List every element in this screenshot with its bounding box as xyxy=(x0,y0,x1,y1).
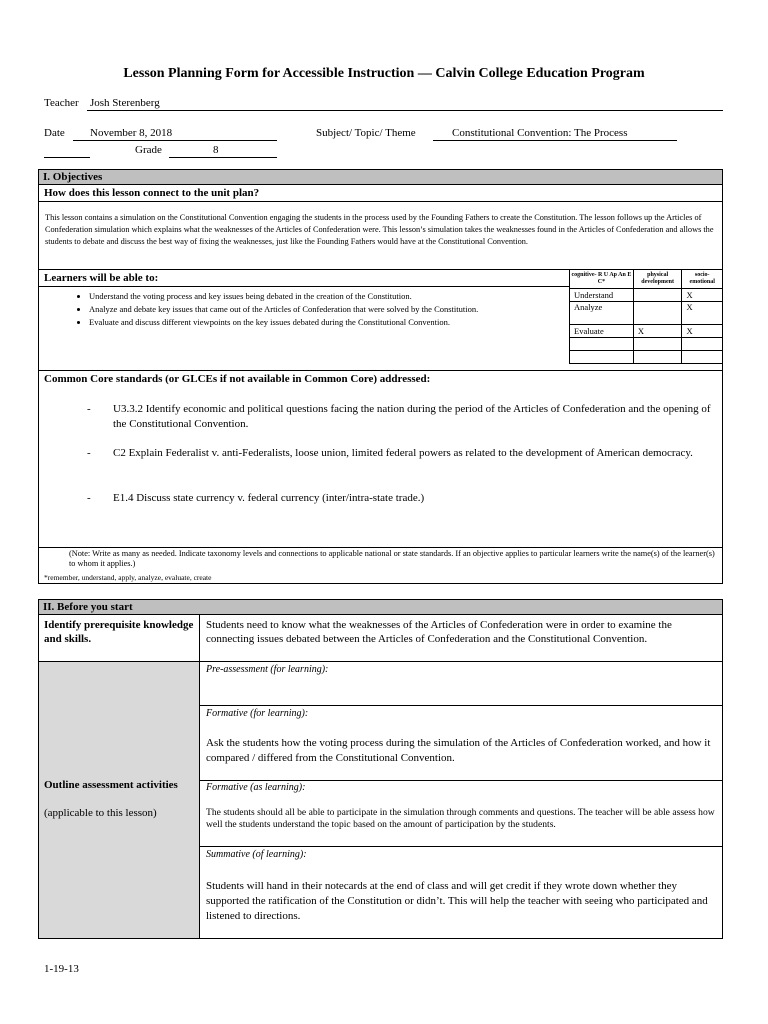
footer-date-code: 1-19-13 xyxy=(44,963,79,975)
prereq-text: Students need to know what the weaknesses of the Articles of Confederation were in order to examine the connecting issues debated between the Articles of Confederation and the Constitutional Convention. xyxy=(206,619,672,645)
prereq-label: Identify prerequisite knowledge and skills. xyxy=(44,619,194,645)
standard-text: E1.4 Discuss state currency v. federal currency (inter/intra-state trade.) xyxy=(113,492,425,504)
formative-as-label: Formative (as learning): xyxy=(206,782,306,793)
standard-item: - U3.3.2 Identify economic and political questions facing the nation during the period of the Articles of Confederation and the opening of the Constitutional Convention. xyxy=(87,402,717,432)
outline-sub: (applicable to this lesson) xyxy=(44,807,157,819)
taxonomy-socio: X xyxy=(682,302,723,325)
taxonomy-level xyxy=(570,351,634,364)
taxonomy-footnote: *remember, understand, apply, analyze, evaluate, create xyxy=(44,573,212,582)
learner-objective: • Analyze and debate key issues that came out of the Articles of Confederation that were solved by the Constitution. xyxy=(89,303,569,316)
taxonomy-physical xyxy=(633,289,682,302)
connect-question: How does this lesson connect to the unit plan? xyxy=(44,187,260,199)
taxonomy-physical xyxy=(633,302,682,325)
column-divider xyxy=(199,615,200,938)
taxonomy-level: Evaluate xyxy=(570,325,634,338)
standard-item: - C2 Explain Federalist v. anti-Federalists, loose union, limited federal powers as related to the development of American democracy. xyxy=(87,446,717,461)
teacher-label: Teacher xyxy=(44,97,79,109)
taxonomy-physical xyxy=(633,351,682,364)
before-header: II. Before you start xyxy=(39,600,722,615)
taxonomy-level: Understand xyxy=(570,289,634,302)
taxonomy-socio: X xyxy=(682,325,723,338)
formative-for-label: Formative (for learning): xyxy=(206,708,309,719)
standard-text: U3.3.2 Identify economic and political questions facing the nation during the period of the Articles of Confederation and the opening of the Constitutional Convention. xyxy=(113,403,711,430)
grade-label: Grade xyxy=(135,144,162,156)
grade-underline xyxy=(169,157,277,158)
teacher-name: Josh Sterenberg xyxy=(90,97,160,109)
taxonomy-socio xyxy=(682,351,723,364)
note-divider xyxy=(39,547,722,548)
date-underline xyxy=(73,140,277,141)
objectives-section xyxy=(38,169,723,584)
learners-list xyxy=(39,290,569,329)
learners-title-underline xyxy=(39,286,569,287)
objectives-header: I. Objectives xyxy=(39,170,722,185)
taxonomy-socio: X xyxy=(682,289,723,302)
grade-pre-underline xyxy=(44,157,90,158)
outline-label-cell xyxy=(39,662,199,938)
formative-as-text: The students should all be able to participate in the simulation through comments and questions. The teacher will be able assess how well the students understand the topic based on the amount of participation by the students. xyxy=(206,807,715,830)
taxonomy-level: Analyze xyxy=(570,302,634,325)
taxonomy-header-physical: physical development xyxy=(633,270,682,289)
subject-label: Subject/ Topic/ Theme xyxy=(316,127,416,139)
formative-for-text: Ask the students how the voting process during the simulation of the Articles of Confederation worked, and how it compared / differed from the Constitutional Convention. xyxy=(206,737,711,764)
taxonomy-level xyxy=(570,338,634,351)
standard-item: - E1.4 Discuss state currency v. federal currency (inter/intra-state trade.) xyxy=(87,491,717,506)
date-label: Date xyxy=(44,127,65,139)
formative-for-divider xyxy=(199,780,722,781)
taxonomy-header-cognitive: cognitive- R U Ap An E C* xyxy=(570,270,634,289)
summative-text: Students will hand in their notecards at the end of class and will get credit if they wrote down whether they supported the ratification of the Constitution or didn’t. This will help the teacher with seeing who participated and listened to directions. xyxy=(206,880,708,922)
note-text: (Note: Write as many as needed. Indicate taxonomy levels and connections to applicable national or state standards. If an objective applies to particular learners write the name(s) of the learner(s) to whom it applies.) xyxy=(69,549,715,568)
taxonomy-table xyxy=(569,269,723,364)
teacher-underline xyxy=(87,110,723,111)
standards-title: Common Core standards (or GLCEs if not available in Common Core) addressed: xyxy=(44,373,431,385)
standard-text: C2 Explain Federalist v. anti-Federalists, loose union, limited federal powers as related to the development of American democracy. xyxy=(113,447,693,459)
learners-title: Learners will be able to: xyxy=(44,272,159,284)
before-section xyxy=(38,599,723,939)
outline-label: Outline assessment activities xyxy=(44,779,178,791)
date-value: November 8, 2018 xyxy=(90,127,173,139)
page-title: Lesson Planning Form for Accessible Instruction — Calvin College Education Program xyxy=(123,66,645,81)
learner-objective: • Evaluate and discuss different viewpoints on the key issues debated during the Constitutional Convention. xyxy=(89,316,569,329)
connect-divider xyxy=(39,201,722,202)
subject-value: Constitutional Convention: The Process xyxy=(452,127,628,139)
summative-label: Summative (of learning): xyxy=(206,849,307,860)
taxonomy-physical: X xyxy=(633,325,682,338)
formative-as-divider xyxy=(199,846,722,847)
taxonomy-physical xyxy=(633,338,682,351)
taxonomy-header-socio: socio-emotional xyxy=(682,270,723,289)
standards-top-divider xyxy=(39,370,722,371)
pre-assessment-label: Pre-assessment (for learning): xyxy=(206,664,329,675)
learner-objective: • Understand the voting process and key issues being debated in the creation of the Constitution. xyxy=(89,290,569,303)
subject-underline xyxy=(433,140,677,141)
taxonomy-socio xyxy=(682,338,723,351)
pre-divider xyxy=(199,705,722,706)
grade-value: 8 xyxy=(213,144,219,156)
connect-text: This lesson contains a simulation on the Constitutional Convention engaging the students in the process used by the Founding Fathers to create the Constitution. The lesson follows up the Articles of Confederation simulation which explains what the weaknesses of the Articles of Confederation were. This lesson’s simulation takes the weaknesses found in the Articles of Confederation and allows the students to debate and discuss the best way of fixing the weaknesses, just like the Founding Fathers would have at the Constitutional Convention. xyxy=(45,213,714,246)
